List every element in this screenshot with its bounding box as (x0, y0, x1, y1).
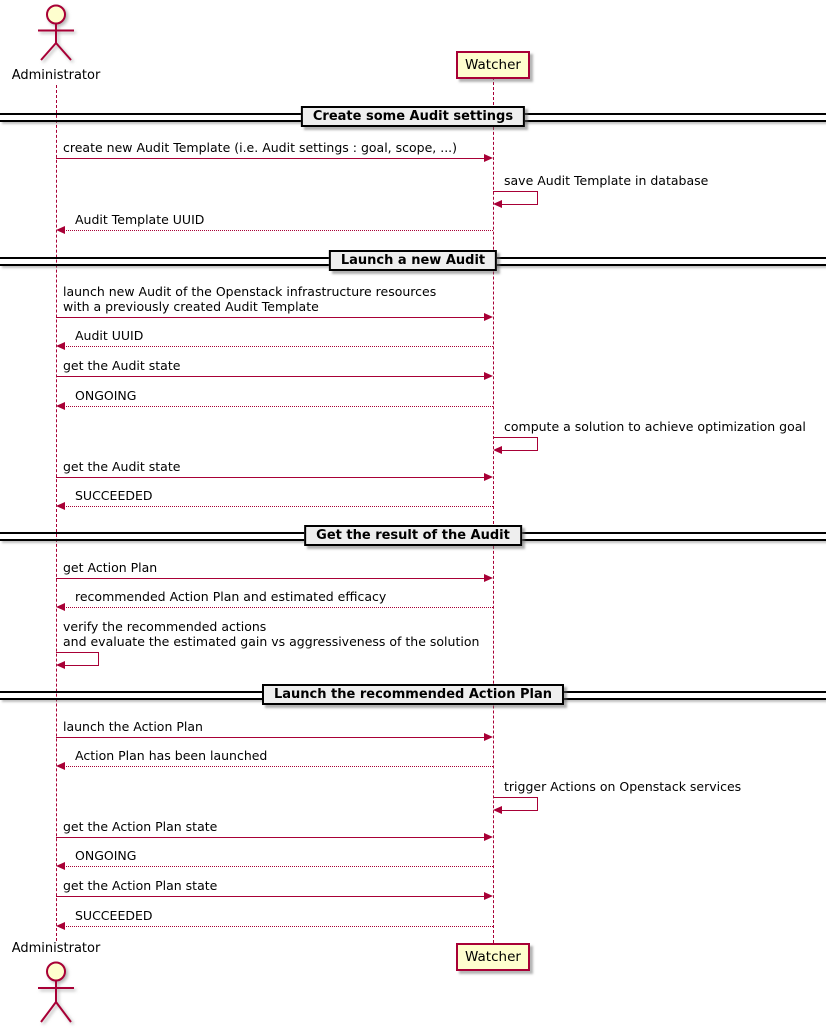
message-line (56, 737, 486, 738)
arrowhead-left-icon (493, 200, 502, 208)
message-line (63, 506, 493, 507)
section-divider-create-audit-settings (0, 106, 826, 128)
self-loop-bottom (502, 450, 538, 451)
message-label: SUCCEEDED (75, 908, 153, 923)
arrowhead-right-icon (484, 892, 493, 900)
self-loop-side (537, 437, 538, 451)
arrowhead-right-icon (484, 833, 493, 841)
self-loop-side (537, 191, 538, 205)
arrowhead-right-icon (484, 154, 493, 162)
self-loop-side (537, 797, 538, 811)
message-label: SUCCEEDED (75, 488, 153, 503)
message-line (56, 376, 486, 377)
message-label: get the Audit state (63, 358, 181, 373)
arrowhead-left-icon (56, 661, 65, 669)
self-loop-bottom (502, 204, 538, 205)
message-label: Action Plan has been launched (75, 748, 268, 763)
message-line (63, 406, 493, 407)
self-loop-top (56, 652, 99, 653)
message-line (56, 837, 486, 838)
message-line (56, 158, 486, 159)
message-label: get the Action Plan state (63, 878, 218, 893)
message-line (56, 896, 486, 897)
self-loop-top (493, 191, 538, 192)
section-divider-launch-new-audit (0, 250, 826, 272)
self-loop-side (98, 652, 99, 666)
message-line (56, 317, 486, 318)
arrowhead-left-icon (56, 762, 65, 770)
message-label-line2: with a previously created Audit Template (63, 299, 319, 314)
arrowhead-right-icon (484, 733, 493, 741)
self-loop-bottom (65, 665, 99, 666)
lifeline-administrator (56, 85, 57, 941)
message-label: create new Audit Template (i.e. Audit settings : goal, scope, ...) (63, 140, 458, 155)
self-loop-bottom (502, 810, 538, 811)
message-line (63, 607, 493, 608)
arrowhead-left-icon (493, 446, 502, 454)
message-line (56, 578, 486, 579)
arrowhead-right-icon (484, 372, 493, 380)
message-label (63, 619, 479, 649)
message-label: get the Action Plan state (63, 819, 218, 834)
arrowhead-left-icon (56, 226, 65, 234)
message-label: save Audit Template in database (504, 173, 709, 188)
message-label: recommended Action Plan and estimated efficacy (75, 589, 387, 604)
message-label: compute a solution to achieve optimization goal (504, 419, 806, 434)
message-label-line1: launch new Audit of the Openstack infrastructure resources (63, 284, 437, 299)
actor-label-bottom: Administrator (11, 941, 101, 956)
arrowhead-left-icon (56, 862, 65, 870)
arrowhead-left-icon (56, 502, 65, 510)
divider-label: Launch a new Audit (329, 250, 497, 271)
message-label: ONGOING (75, 388, 137, 403)
actor-icon (29, 3, 83, 67)
arrowhead-right-icon (484, 574, 493, 582)
arrowhead-right-icon (484, 473, 493, 481)
divider-label: Create some Audit settings (301, 106, 525, 127)
message-label (63, 284, 436, 314)
message-label-line1: verify the recommended actions (63, 619, 267, 634)
actor-icon (29, 958, 83, 1030)
arrowhead-left-icon (56, 342, 65, 350)
message-line (56, 477, 486, 478)
participant-watcher-bottom: Watcher (456, 943, 530, 971)
message-label-line2: and evaluate the estimated gain vs aggressiveness of the solution (63, 634, 480, 649)
divider-label: Get the result of the Audit (304, 525, 522, 546)
self-loop-top (493, 797, 538, 798)
message-line (63, 230, 493, 231)
arrowhead-right-icon (484, 313, 493, 321)
message-line (63, 866, 493, 867)
message-label: trigger Actions on Openstack services (504, 779, 742, 794)
arrowhead-left-icon (493, 806, 502, 814)
participant-watcher-top: Watcher (456, 51, 530, 79)
arrowhead-left-icon (56, 402, 65, 410)
message-label: get the Audit state (63, 459, 181, 474)
section-divider-get-result (0, 525, 826, 547)
self-loop-top (493, 437, 538, 438)
message-label: ONGOING (75, 848, 137, 863)
message-line (63, 766, 493, 767)
section-divider-launch-action-plan (0, 684, 826, 706)
divider-label: Launch the recommended Action Plan (262, 684, 564, 705)
message-line (63, 346, 493, 347)
actor-label-top: Administrator (11, 68, 101, 83)
message-label: Audit Template UUID (75, 212, 205, 227)
message-line (63, 926, 493, 927)
arrowhead-left-icon (56, 603, 65, 611)
arrowhead-left-icon (56, 922, 65, 930)
message-label: launch the Action Plan (63, 719, 203, 734)
message-label: get Action Plan (63, 560, 158, 575)
message-label: Audit UUID (75, 328, 144, 343)
